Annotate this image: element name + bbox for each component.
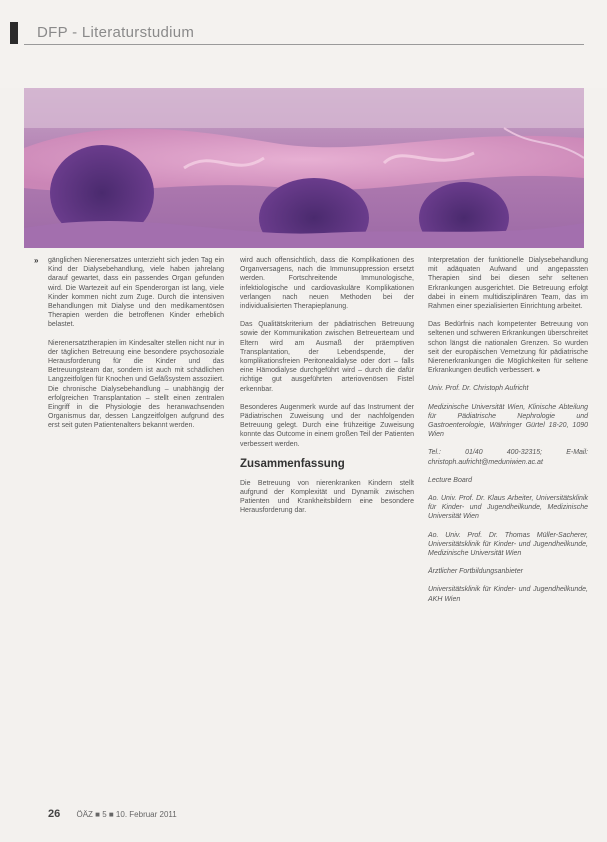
page-header bbox=[0, 0, 607, 88]
paragraph: Nierenersatztherapien im Kindesalter stellen nicht nur in der täglichen Betreuung eine besondere psychosoziale Herausforderung für die Kinder und das Betreuungsteam dar, sondern ist auch mit schädlichen Langzeitfolgen für Knochen und Gefäßsystem assoziiert. Die chronische Dialysebehandlung – unabhängig der erfolgreichen Transplantation – stellt einen zentralen Eingriff in die Physiologie des heranwachsenden Organismus dar, dessen Langzeitfolgen aufgrund des erst seit guten Patientenalters bekannt werden. bbox=[48, 339, 224, 430]
publication-info: ÖÄZ ■ 5 ■ 10. Februar 2011 bbox=[76, 810, 177, 819]
header-marker-bar bbox=[10, 22, 18, 44]
author-affiliation: Medizinische Universität Wien, Klinische Abteilung für Pädiatrische Nephrologie und Gastroenterologie, Währinger Gürtel 18-20, 1090 Wien bbox=[428, 403, 588, 439]
header-rule bbox=[24, 44, 584, 45]
column-middle bbox=[240, 256, 414, 525]
paragraph: Das Qualitätskriterium der pädiatrischen Betreuung sowie der Kommunikation zwischen Betreuerteam und Eltern wird am Ausmaß der präemptiven Transplantation, der Lebendspende, der komplikationsfreien Peritonealdialyse oder dort – falls eine Hämodialyse durchgeführt wird – durch die dafür richtige gut ausgeführten arteriovenösen Fistel erkennbar. bbox=[240, 321, 414, 393]
board-title: Lecture Board bbox=[428, 476, 472, 484]
summary-heading: Zusammenfassung bbox=[240, 457, 345, 470]
paragraph-text: Das Bedürfnis nach kompetenter Betreuung von seltenen und schweren Erkrankungen überschreitet schon längst die nationalen Grenzen. So wurden seit der europäischen Vernetzung für pädiatrische Nierenerkrankungen die Möglichkeiten für seltene Erkrankungen deutlich verbessert. bbox=[428, 321, 588, 375]
column-left bbox=[34, 256, 224, 440]
section-title: DFP - Literaturstudium bbox=[37, 24, 195, 41]
paragraph: Besonderes Augenmerk wurde auf das Instrument der Pädiatrischen Zuweisung und der nachfolgenden Betreuung gelegt. Durch eine frühzeitige Zuweisung konnte das Outcome in einem großen Teil der Patienten verbessert werden. bbox=[240, 403, 414, 448]
article-body bbox=[34, 256, 588, 776]
provider-text: Universitätsklinik für Kinder- und Jugendheilkunde, AKH Wien bbox=[428, 586, 588, 603]
author-block bbox=[428, 384, 588, 466]
provider-title: Ärztlicher Fortbildungsanbieter bbox=[428, 568, 523, 576]
histology-image bbox=[24, 88, 584, 248]
end-mark: » bbox=[536, 367, 541, 375]
board-member: Ao. Univ. Prof. Dr. Klaus Arbeiter, Universitätsklinik für Kinder- und Jugendheilkunde, Medizinische Universität Wien bbox=[428, 495, 588, 521]
paragraph: wird auch offensichtlich, dass die Komplikationen des Organversagens, nach die Immunsuppression ersetzt werden. Fortschreitende Immunologische, infektiologische und cardiovaskuläre Komplikationen verlangen nach neuen Methoden bei der individualisierten Therapieplanung. bbox=[240, 257, 414, 311]
author-name: Univ. Prof. Dr. Christoph Aufricht bbox=[428, 385, 529, 393]
summary-text: Die Betreuung von nierenkranken Kindern stellt aufgrund der Komplexität und Dynamik zwischen Patienten und Krankheitsbildern eine besondere Herausforderung dar. bbox=[240, 479, 414, 515]
page-footer bbox=[48, 808, 177, 820]
paragraph: gänglichen Nierenersatzes unterzieht sich jeden Tag ein Kind der Dialysebehandlung, viele haben jahrelang darauf gewartet, dass ein passendes Organ gefunden wird. Die Wartezeit auf ein Spenderorgan ist lang, viele Kinder kommen nicht zum Zuge. Durch die intensiven Behandlungen mit Dialyse und den medikamentösen Therapien werden die betroffenen Kinder erheblich belastet. bbox=[48, 257, 224, 329]
board-member: Ao. Univ. Prof. Dr. Thomas Müller-Sacherer, Universitätsklinik für Kinder- und Jugendheilkunde, Medizinische Universität Wien bbox=[428, 531, 588, 558]
page-number: 26 bbox=[48, 808, 61, 820]
paragraph bbox=[428, 320, 588, 375]
lecture-board bbox=[428, 476, 588, 558]
histology-micrograph-icon bbox=[24, 88, 584, 248]
column-right bbox=[428, 256, 588, 613]
author-contact: Tel.: 01/40 400-32315; E-Mail: christoph.aufricht@meduniwien.ac.at bbox=[428, 449, 588, 466]
paragraph: Interpretation der funktionelle Dialysebehandlung mit adäquaten Aufwand und angepassten Therapien sind bei diesen sehr seltenen Erkrankungen ausgerichtet. Die Betreuung erfolgt dabei in einem multidisziplinären Team, das im Rahmen einer spezialisierten Einrichtung arbeitet. bbox=[428, 257, 588, 311]
provider-block bbox=[428, 567, 588, 604]
continuation-mark: » bbox=[34, 256, 39, 265]
